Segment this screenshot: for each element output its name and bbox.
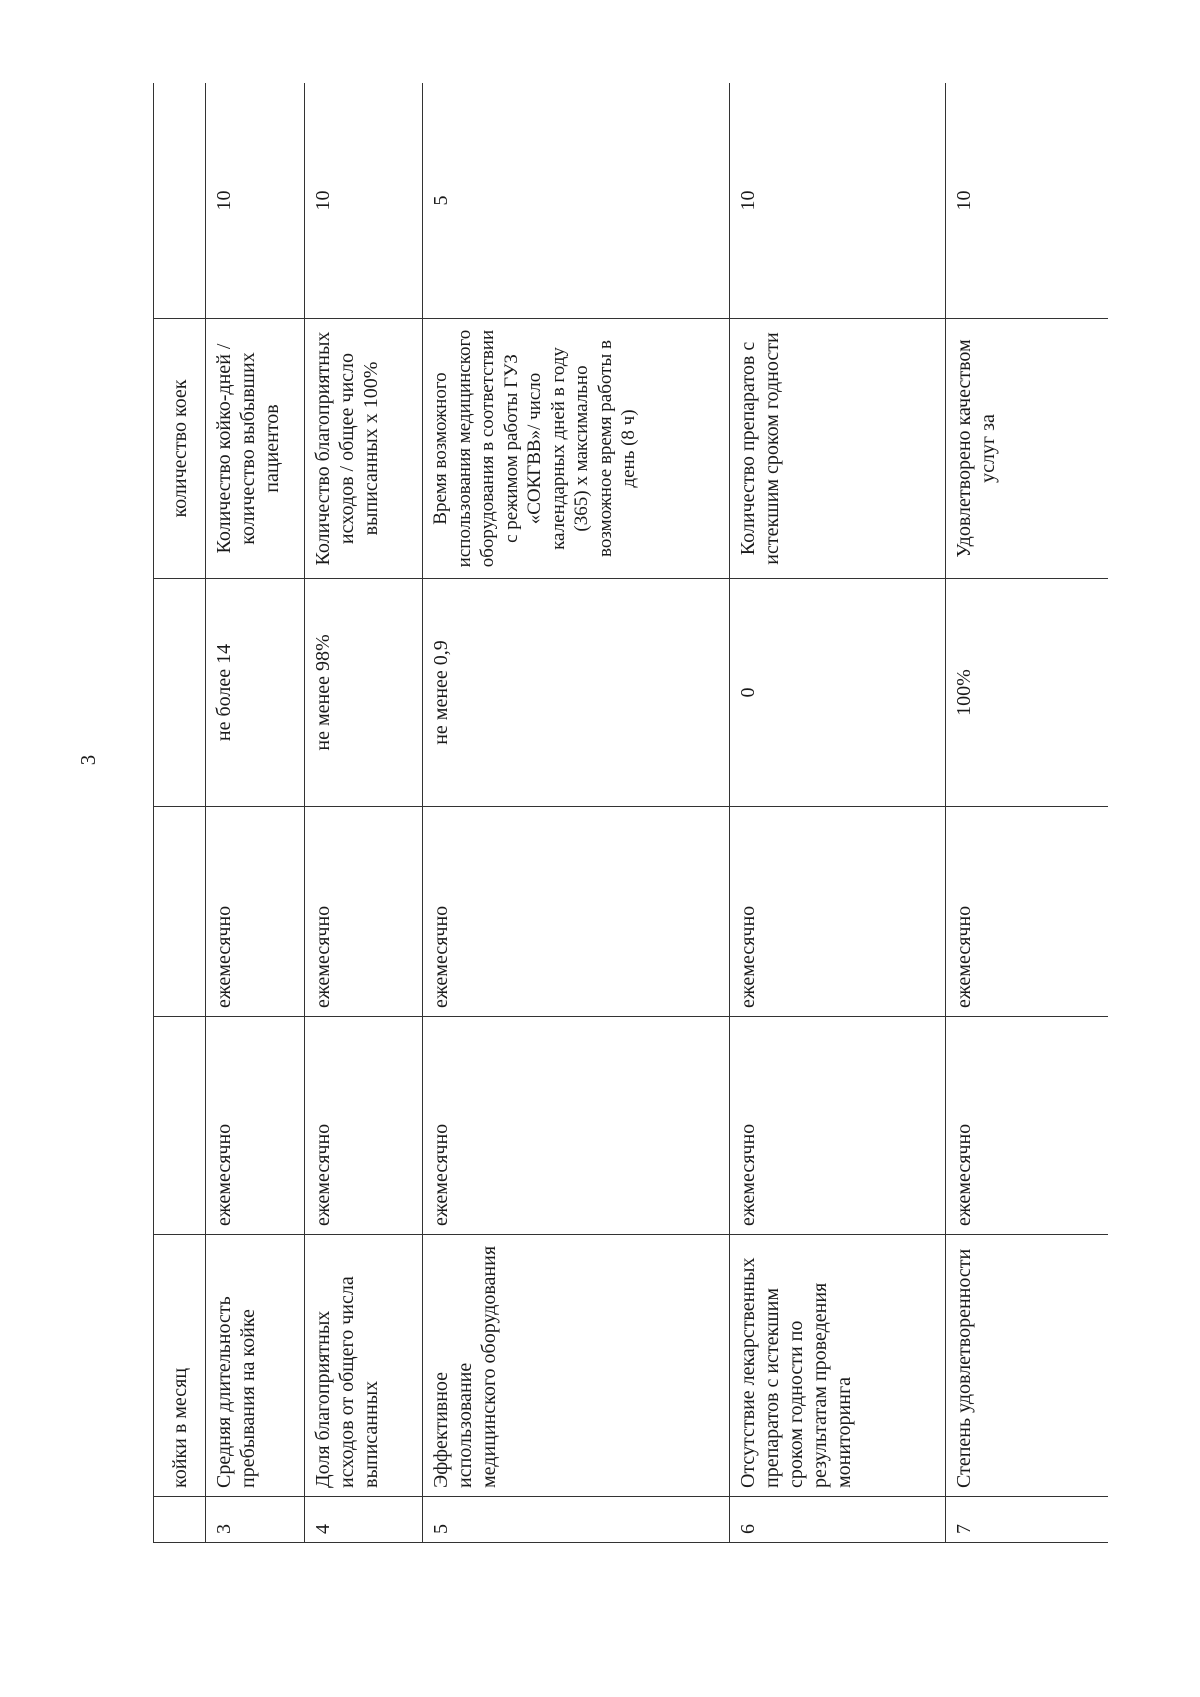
cell-target: не менее 0,9 xyxy=(423,579,730,807)
cell-criterion: Доля благоприятных исходов от общего числа выписанных xyxy=(305,1235,423,1497)
cell-period1 xyxy=(154,1017,206,1235)
cell-num: 6 xyxy=(730,1497,946,1543)
cell-criterion: койки в месяц xyxy=(154,1235,206,1497)
cell-num xyxy=(154,1497,206,1543)
rotated-table-container xyxy=(153,83,1108,1543)
cell-target xyxy=(154,579,206,807)
table-viewport xyxy=(153,83,1108,1543)
cell-formula: Время возможного использования медицинского оборудования в соответствии с режимом работы ГУЗ «СОКГВВ»/ число календарных дней в году (365) х максимально возможное время работы в день (8 ч) xyxy=(423,319,730,579)
cell-target: не менее 98% xyxy=(305,579,423,807)
cell-target: не более 14 xyxy=(206,579,305,807)
table-row xyxy=(946,83,1109,1543)
cell-period2: ежемесячно xyxy=(423,807,730,1017)
cell-formula: Удовлетворено качеством услуг за xyxy=(946,319,1109,579)
table-row xyxy=(423,83,730,1543)
cell-period2: ежемесячно xyxy=(946,807,1109,1017)
cell-formula: количество коек xyxy=(154,319,206,579)
cell-points: 10 xyxy=(730,83,946,319)
cell-formula: Количество благоприятных исходов / общее число выписанных х 100% xyxy=(305,319,423,579)
cell-period1: ежемесячно xyxy=(206,1017,305,1235)
cell-target: 100% xyxy=(946,579,1109,807)
cell-formula: Количество койко-дней / количество выбывших пациентов xyxy=(206,319,305,579)
table-row xyxy=(305,83,423,1543)
cell-period2: ежемесячно xyxy=(730,807,946,1017)
cell-num: 4 xyxy=(305,1497,423,1543)
cell-period2: ежемесячно xyxy=(206,807,305,1017)
table-row xyxy=(206,83,305,1543)
cell-criterion: Степень удовлетворенности xyxy=(946,1235,1109,1497)
cell-period1: ежемесячно xyxy=(730,1017,946,1235)
cell-period1: ежемесячно xyxy=(305,1017,423,1235)
cell-points xyxy=(154,83,206,319)
cell-period2 xyxy=(154,807,206,1017)
cell-period1: ежемесячно xyxy=(946,1017,1109,1235)
page-number: 3 xyxy=(76,754,100,766)
cell-criterion: Эффективное использование медицинского оборудования xyxy=(423,1235,730,1497)
cell-num: 7 xyxy=(946,1497,1109,1543)
cell-period1: ежемесячно xyxy=(423,1017,730,1235)
cell-points: 5 xyxy=(423,83,730,319)
cell-criterion: Средняя длительность пребывания на койке xyxy=(206,1235,305,1497)
indicators-table xyxy=(153,83,1108,1543)
cell-points: 10 xyxy=(305,83,423,319)
cell-target: 0 xyxy=(730,579,946,807)
cell-num: 5 xyxy=(423,1497,730,1543)
cell-formula: Количество препаратов с истекшим сроком годности xyxy=(730,319,946,579)
table-row xyxy=(730,83,946,1543)
cell-num: 3 xyxy=(206,1497,305,1543)
cell-period2: ежемесячно xyxy=(305,807,423,1017)
cell-points: 10 xyxy=(206,83,305,319)
table-row-continuation xyxy=(154,83,206,1543)
cell-criterion: Отсутствие лекарственных препаратов с истекшим сроком годности по результатам проведения мониторинга xyxy=(730,1235,946,1497)
cell-points: 10 xyxy=(946,83,1109,319)
